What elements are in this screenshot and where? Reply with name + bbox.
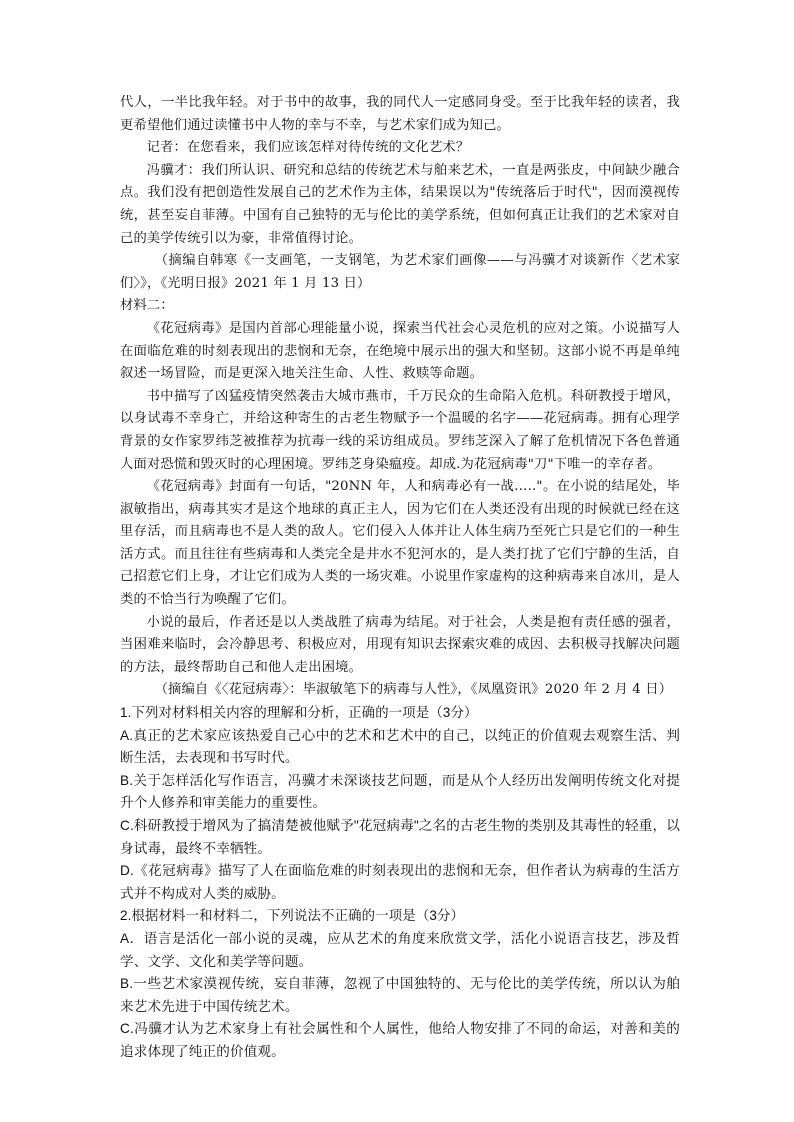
question-1-option-b: B.关于怎样活化写作语言，冯骥才未深谈技艺问题，而是从个人经历出发阐明传统文化对提升个人修养和审美能力的重要性。 bbox=[120, 772, 680, 811]
question-2-stem: 2.根据材料一和材料二，下列说法不正确的一项是（3分） bbox=[120, 908, 465, 924]
question-1-stem: 1.下列对材料相关内容的理解和分析，正确的一项是（3分） bbox=[120, 705, 478, 721]
material1-source: （摘编自韩寒《一支画笔，一支钢笔，为艺术家们画像——与冯骥才对谈新作〈艺术家们〉》，《光明日报》2021 年 1 月 13 日） bbox=[120, 253, 680, 291]
question-2-option-b: B.一些艺术家漠视传统，妄自菲薄，忽视了中国独特的、无与伦比的美学传统，所以认为舶来艺术先进于中国传统艺术。 bbox=[120, 976, 680, 1014]
material2-source: （摘编自《〈花冠病毒〉：毕淑敏笔下的病毒与人性》，《凤凰资讯》2020 年 2 月 4 日） bbox=[154, 682, 673, 698]
material2-paragraph-4: 小说的最后，作者还是以人类战胜了病毒为结尾。对于社会，人类是抱有责任感的强者，当困难来临时，会冷静思考、积极应对，用现有知识去探索灾难的成因、去积极寻找解决问题的方法，最终帮助自己和他人走出困境。 bbox=[120, 614, 680, 675]
exam-page bbox=[120, 92, 680, 1064]
material2-heading: 材料二： bbox=[120, 298, 174, 314]
question-2-option-a: A．语言是活化一部小说的灵魂，应从艺术的角度来欣赏文学，活化小说语言技艺，涉及哲学、文学、文化和美学等问题。 bbox=[120, 930, 680, 969]
reporter-question: 记者：在您看来，我们应该怎样对待传统的文化艺术？ bbox=[146, 140, 470, 156]
material2-paragraph-1: 《花冠病毒》是国内首部心理能量小说，探索当代社会心灵危机的应对之策。小说描写人在面临危难的时刻表现出的悲悯和无奈，在绝境中展示出的强大和坚韧。这部小说不再是单纯叙述一场冒险，而是更深入地关注生命、人性、救赎等命题。 bbox=[120, 320, 680, 382]
material1-paragraph-tail: 代人，一半比我年轻。对于书中的故事，我的同代人一定感同身受。至于比我年轻的读者，我更希望他们通过读懂书中人物的幸与不幸，与艺术家们成为知己。 bbox=[120, 95, 680, 133]
question-1-option-a: A.真正的艺术家应该热爱自己心中的艺术和艺术中的自己，以纯正的价值观去观察生活、判断生活，去表现和书写时代。 bbox=[120, 727, 680, 766]
question-1-option-d: D.《花冠病毒》描写了人在面临危难的时刻表现出的悲悯和无奈，但作者认为病毒的生活方式并不构成对人类的威胁。 bbox=[120, 863, 680, 901]
question-2-option-c: C.冯骥才认为艺术家身上有社会属性和个人属性，他给人物安排了不同的命运，对善和美的追求体现了纯正的价值观。 bbox=[120, 1021, 680, 1059]
feng-answer: 冯骥才：我们所认识、研究和总结的传统艺术与舶来艺术，一直是两张皮，中间缺少融合点。我们没有把创造性发展自己的艺术作为主体，结果误以为"传统落后于时代"，因而漠视传统，甚至妄自菲薄。中国有自己独特的无与伦比的美学系统，但如何真正让我们的艺术家对自己的美学传统引以为豪，非常值得讨论。 bbox=[120, 162, 680, 246]
material2-paragraph-3: 《花冠病毒》封面有一句话，"20NN 年，人和病毒必有一战….."。在小说的结尾处，毕淑敏指出，病毒其实才是这个地球的真正主人，因为它们在人类还没有出现的时候就已经在这里存活，而且病毒也不是人类的敌人。它们侵入人体并让人体生病乃至死亡只是它们的一种生活方式。而且往往有些病毒和人类完全是井水不犯河水的，是人类打扰了它们宁静的生活，自己招惹它们上身，才让它们成为人类的一场灾难。小说里作家虚构的这种病毒来自冰川，是人类的不恰当行为唤醒了它们。 bbox=[120, 479, 680, 608]
question-1-option-c: C.科研教授于增风为了搞清楚被他赋予"花冠病毒"之名的古老生物的类别及其毒性的轻重，以身试毒，最终不幸牺牲。 bbox=[120, 818, 680, 856]
material2-paragraph-2: 书中描写了凶猛疫情突然袭击大城市燕市，千万民众的生命陷入危机。科研教授于增风，以身试毒不幸身亡，并给这种寄生的古老生物赋予一个温暖的名字——花冠病毒。拥有心理学背景的女作家罗纬芝被推荐为抗毒一线的采访组成员。罗纬芝深入了解了危机情况下各色普通人面对恐慌和毁灭时的心理困境。罗纬芝身染瘟疫。却成.为花冠病毒"刀"下唯一的幸存者。 bbox=[120, 388, 680, 472]
